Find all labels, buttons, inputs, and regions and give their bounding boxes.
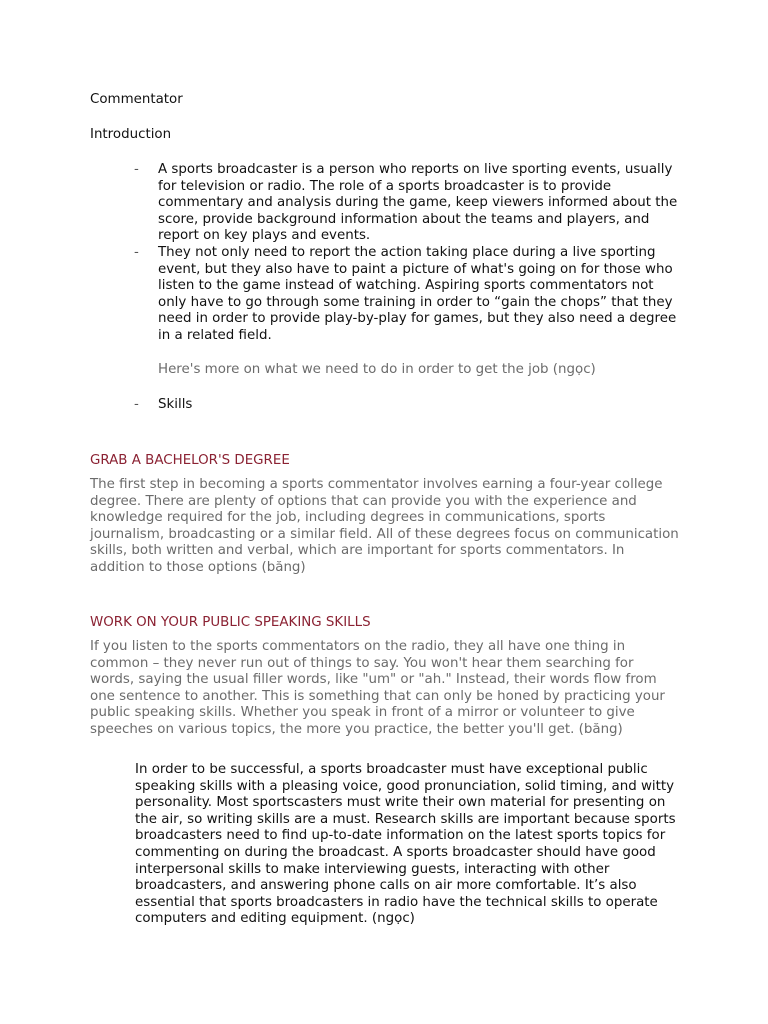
section-heading-public-speaking: WORK ON YOUR PUBLIC SPEAKING SKILLS: [90, 615, 371, 630]
skills-list: [134, 397, 192, 414]
section-heading-degree: GRAB A BACHELOR'S DEGREE: [90, 453, 290, 468]
intro-heading: Introduction: [90, 127, 172, 142]
intro-bullet-list: [134, 162, 682, 345]
bullet-text: They not only need to report the action taking place during a live sporting event, but they also have to paint a picture of what's going on for those who listen to the game instead of watching. Aspiring sports commentators not only have to go through some training in order to “gain the chops” that they need in order to provide play-by-play for games, but they also need a degree in a related field.: [158, 244, 677, 343]
list-item: [134, 245, 682, 345]
list-item: [134, 397, 192, 414]
bullet-marker: -: [134, 244, 139, 260]
bullet-marker: -: [134, 162, 139, 177]
closing-paragraph: In order to be successful, a sports broadcaster must have exceptional public speaking skills with a pleasing voice, good pronunciation, solid timing, and witty personality. Most sportscasters must write their own material for presenting on the air, so writing skills are a must. Research skills are important because sports broadcasters need to find up-to-date information on the latest sports topics for commenting on during the broadcast. A sports broadcaster should have good interpersonal skills to make interviewing guests, interacting with other broadcasters, and answering phone calls on air more comfortable. It’s also essential that sports broadcasters in radio have the technical skills to operate computers and editing equipment. (ngọc): [135, 762, 676, 927]
bullet-text: A sports broadcaster is a person who reports on live sporting events, usually for television or radio. The role of a sports broadcaster is to provide commentary and analysis during the game, keep viewers informed about the score, provide background information about the teams and players, and report on key plays and events.: [158, 162, 678, 244]
list-item: [134, 162, 682, 245]
skills-label: Skills: [158, 397, 193, 412]
section-body-degree: The first step in becoming a sports commentator involves earning a four-year college degree. There are plenty of options that can provide you with the experience and knowledge required for the job, including degrees in communications, sports journalism, broadcasting or a similar field. All of these degrees focus on communication skills, both written and verbal, which are important for sports commentators. In addition to those options (băng): [90, 477, 679, 575]
bullet-marker: -: [134, 397, 139, 412]
section-body-public-speaking: If you listen to the sports commentators on the radio, they all have one thing in common – they never run out of things to say. You won't hear them searching for words, saying the usual filler words, like "um" or "ah." Instead, their words flow from one sentence to another. This is something that can only be honed by practicing your public speaking skills. Whether you speak in front of a mirror or volunteer to give speeches on various topics, the more you practice, the better you'll get. (băng): [90, 639, 665, 737]
note-text: Here's more on what we need to do in order to get the job (ngọc): [158, 362, 596, 377]
document-title: Commentator: [90, 92, 183, 107]
